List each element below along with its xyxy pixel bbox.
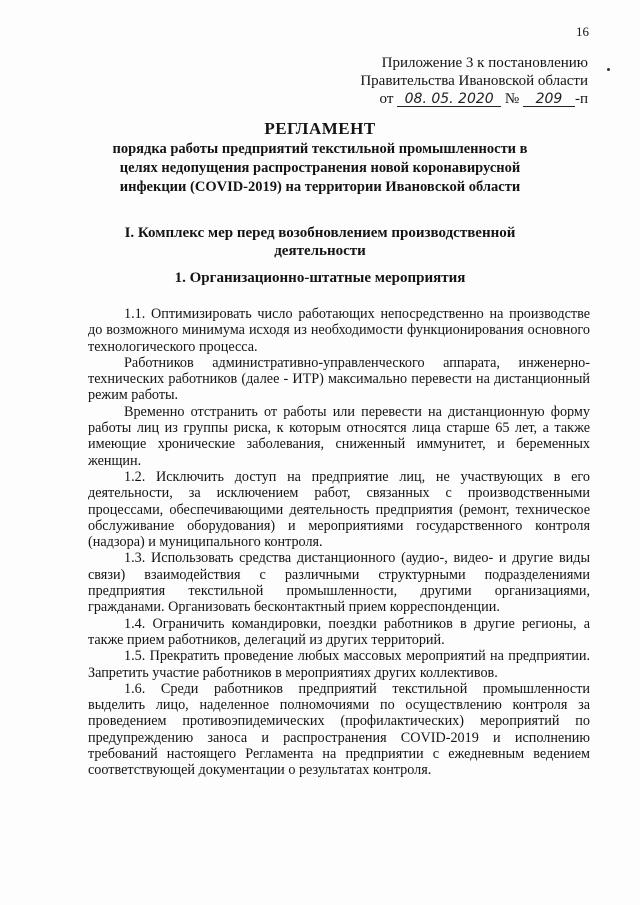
scan-speck <box>607 68 610 71</box>
page-number: 16 <box>576 24 589 39</box>
paragraph: 1.6. Среди работников предприятий текстильной промышленности выделить лицо, наделенное полномочиями по осуществлению контроля за проведением противоэпидемических (профилактических) мероприятий по предупреждению заноса и распространения COVID-2019 и исполнению требований настоящего Регламента на предприятии с ежедневным ведением соответствующей документации о результатах контроля. <box>88 680 590 779</box>
number-prefix: № <box>504 91 520 107</box>
paragraph: Работников административно-управленческого аппарата, инженерно-технических работников (далее - ИТР) максимально перевести на дистанционный режим работы. <box>88 354 590 404</box>
section-heading <box>0 224 640 260</box>
number-value: 209 <box>523 92 575 107</box>
document-subtitle-text: порядка работы предприятий текстильной промышленности в целях недопущения распространения новой коронавирусной инфекции (COVID-2019) на территории Ивановской области <box>112 141 528 195</box>
paragraph: 1.1. Оптимизировать число работающих непосредственно на производстве до возможного минимума исходя из необходимости функционирования основного технологического процесса. <box>88 306 590 355</box>
date-value: 08. 05. 2020 <box>397 92 501 107</box>
document-title: РЕГЛАМЕНТ <box>264 119 376 138</box>
subsection-heading: 1. Организационно-штатные мероприятия <box>174 270 466 286</box>
appendix-line-1: Приложение 3 к постановлению <box>381 55 588 71</box>
body-text <box>88 306 590 779</box>
appendix-line-2: Правительства Ивановской области <box>360 73 588 89</box>
paragraph: 1.3. Использовать средства дистанционного (аудио-, видео- и другие виды связи) взаимодействия с различными структурными подразделениями предприятия текстильной промышленности, другими организациями, гражданами. Организовать бесконтактный прием корреспонденции. <box>88 550 590 616</box>
paragraph: 1.4. Ограничить командировки, поездки работников в другие регионы, а также прием работников, делегаций из других территорий. <box>88 615 590 648</box>
document-subtitle <box>0 140 640 197</box>
appendix-block <box>360 54 588 108</box>
date-prefix: от <box>379 91 394 107</box>
paragraph: 1.2. Исключить доступ на предприятие лиц, не участвующих в его деятельности, за исключением работ, связанных с производственными процессами, обеспечивающими деятельность предприятия (ремонт, техническое обслуживание оборудования) и мероприятиями государственного контроля (надзора) и муниципального контроля. <box>88 468 590 551</box>
appendix-date-line <box>380 90 588 108</box>
number-suffix: -п <box>574 91 588 107</box>
paragraph: 1.5. Прекратить проведение любых массовых мероприятий на предприятии. Запретить участие работников в мероприятиях других коллективов. <box>88 648 590 681</box>
paragraph: Временно отстранить от работы или перевести на дистанционную форму работы лиц из группы риска, к которым относятся лица старше 65 лет, а также имеющие хронические заболевания, сниженный иммунитет, и беременных женщин. <box>88 403 590 469</box>
section-heading-text: I. Комплекс мер перед возобновлением производственной деятельности <box>124 225 516 259</box>
